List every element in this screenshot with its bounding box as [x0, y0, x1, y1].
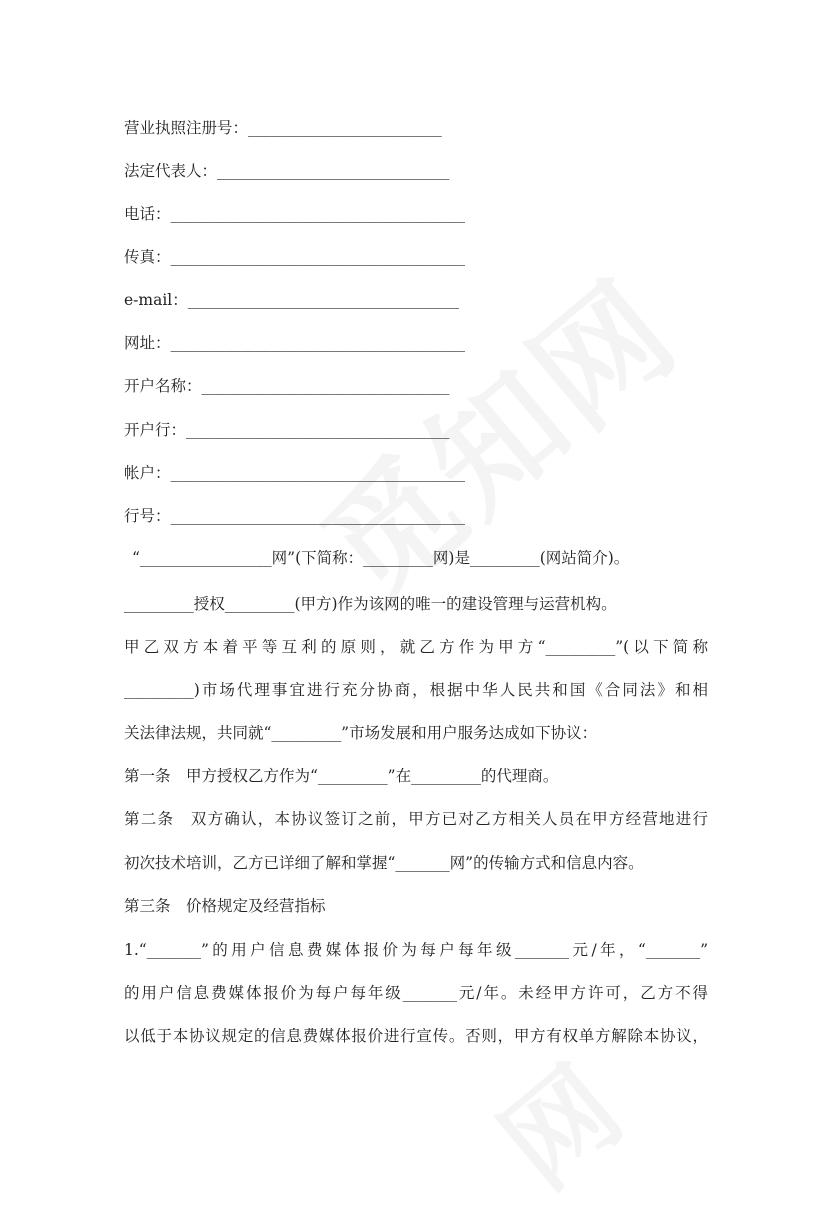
paragraph-line: 甲乙双方本着平等互利的原则，就乙方作为甲方“_________”(以下简称 — [124, 638, 708, 656]
paragraph-line: 关法律法规，共同就“_________”市场发展和用户服务达成如下协议： — [124, 724, 598, 742]
field-email — [124, 290, 459, 310]
paragraph-line: 的用户信息费媒体报价为每户每年级_______元/年。未经甲方许可，乙方不得 — [124, 984, 708, 1002]
field-business-license — [124, 118, 442, 138]
paragraph-line: 1.“_______”的用户信息费媒体报价为每户每年级_______元/年，“_______” — [124, 941, 708, 959]
field-account-name — [124, 376, 450, 396]
paragraph-line: _________)市场代理事宜进行充分协商，根据中华人民共和国《合同法》和相 — [124, 681, 708, 699]
field-label: e-mail： — [124, 291, 188, 309]
paragraph-line: _________授权_________(甲方)作为该网的唯一的建设管理与运营机构。 — [124, 595, 617, 613]
field-blank: ______________________________________ — [170, 248, 466, 266]
paragraph-line: 以低于本协议规定的信息费媒体报价进行宣传。否则，甲方有权单方解除本协议， — [124, 1027, 708, 1045]
paragraph-line: 初次技术培训，乙方已详细了解和掌握“_______网”的传输方式和信息内容。 — [124, 854, 644, 872]
field-website — [124, 333, 465, 353]
field-blank: __________________________________ — [186, 421, 450, 439]
field-fax — [124, 247, 465, 267]
field-label: 传真： — [124, 248, 171, 266]
field-label: 开户行： — [124, 421, 187, 439]
field-account — [124, 463, 465, 483]
field-label: 帐户： — [124, 464, 171, 482]
field-blank: ________________________________ — [201, 377, 450, 395]
article-3-heading: 第三条 价格规定及经营指标 — [124, 897, 326, 915]
field-label: 法定代表人： — [124, 162, 218, 180]
field-blank: ______________________________________ — [170, 464, 466, 482]
field-label: 行号： — [124, 507, 171, 525]
field-label: 开户名称： — [124, 377, 202, 395]
field-label: 营业执照注册号： — [124, 119, 249, 137]
article-1: 第一条 甲方授权乙方作为“_________”在_________的代理商。 — [124, 767, 559, 785]
field-phone — [124, 204, 465, 224]
field-blank: ______________________________________ — [170, 334, 466, 352]
field-blank: ______________________________________ — [170, 507, 466, 525]
field-label: 网址： — [124, 334, 171, 352]
watermark-corner — [463, 1021, 653, 1217]
field-blank: ______________________________ — [217, 162, 450, 180]
field-blank: ___________________________________ — [187, 291, 460, 309]
field-legal-representative — [124, 161, 450, 181]
field-blank: ______________________________________ — [170, 205, 466, 223]
field-label: 电话： — [124, 205, 171, 223]
field-blank: _________________________ — [248, 119, 442, 137]
article-2: 第二条 双方确认，本协议签订之前，甲方已对乙方相关人员在甲方经营地进行 — [124, 810, 708, 828]
field-bank — [124, 420, 450, 440]
field-bank-code — [124, 506, 465, 526]
paragraph-line: “_________________网”(下简称：_________网)是_________(网站简介)。 — [132, 549, 630, 567]
